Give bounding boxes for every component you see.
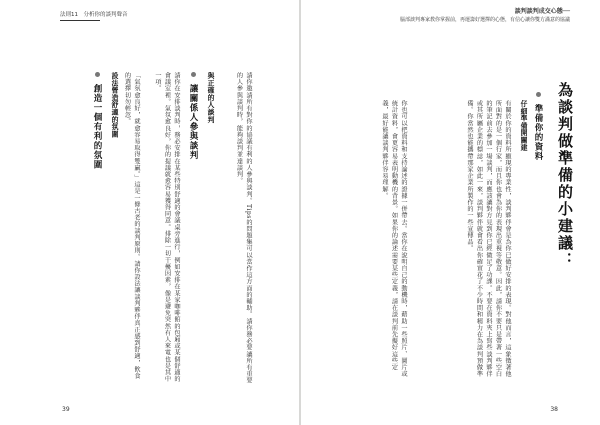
section-heading-atmosphere [91,72,103,372]
subsection-heading-stakeholders-text: 與正確的人談判 [206,72,214,124]
section-heading-stakeholders-text: 讓關係人參與談判 [188,83,198,160]
left-running-head-rule [60,20,100,21]
paragraph-atmosphere-1: 「氣氛愈良好，就愈容易取得雙贏。」這是一條古老的談判原則。請你設法讓談判夥伴真正感到舒適，飲食的選擇切勿輕忽。 [123,72,140,380]
subsection-heading-prepare-text: 仔細準備開關建 [519,100,527,152]
left-running-head [60,10,128,21]
subsection-heading-atmosphere-text: 設法營造舒適的氛圍 [110,72,118,138]
bullet-dot-icon [536,92,541,97]
section-heading-prepare-materials [532,92,544,372]
section-heading-atmosphere-text: 創造一個有利的氛圍 [92,83,102,170]
right-page-number: 38 [550,406,558,413]
left-running-head-text: 法則11 分析你的談判聲音 [60,12,128,18]
right-running-head [400,6,570,23]
subsection-heading-stakeholders [205,72,215,372]
paragraph-stakeholders-1: 請你邀請所有對你的協議有利的人參與談判。Tips的問題集可以當作這方面的輔助。請你務必要讓所有重要的人參與談判時，能夠談判並達談判。 [235,72,252,384]
right-running-head-title: 談判談判成交心態── [514,8,570,15]
paragraph-atmosphere-2: 請你在安排談判時，務必安排在某些特別舒適的會議桌旁進行，例如安排在某家咖啡館的包廂或某個舒適的會議室裡。氣氛愈良好，你的提議就愈容易獲得同意。排除一切干擾因素，像是避免突然有人來電也是其中一項。 [154,72,180,383]
right-running-head-subtitle: 腦部談判專家教你掌握前，再運籌好選擇的心態，有信心讓你雙方滿意的協議 [399,17,570,23]
page-title: 為談判做準備的小建議： [556,82,574,269]
section-heading-prepare-materials-text: 準備你的資料 [533,103,543,161]
paragraph-materials-2: 你也可以把資料和支持論述的證據一併帶去。當你在說明自己的動機時，藉助一些照片、圖片或統計資料，會更容易表明動機的背景。如果你的論述需要某些定義，請在談判前先擬好這些定義，最好能讓談判夥伴容易理解。 [381,100,407,378]
subsection-heading-prepare [518,100,528,370]
paragraph-materials-1: 有關於你的資料所顯現的專業性，談判夥伴會是為你已做好安排的表現。對他而言，這象徵著他所面對的是一個行家，而且你也會為你的表現出重視等敬意。因此，請你不要只是帶著一些空白的筆記前去參加一場談判，而應該讓對方見到你已經做足了功課。不要在資料夾上寫些談判夥伴或其所屬企業的標誌，如此一來，談判夥伴就會看出你確實花了不少時間和精力在為談判預做準備。你當然也能攜帶那家企業所製作的一些宣傳品。 [466,100,511,378]
right-page [301,0,600,425]
left-page [0,0,299,425]
left-page-number: 39 [62,406,70,413]
section-heading-stakeholders [187,72,199,372]
subsection-heading-atmosphere [109,72,119,372]
bullet-dot-icon [191,72,196,77]
bullet-dot-icon [95,72,100,77]
